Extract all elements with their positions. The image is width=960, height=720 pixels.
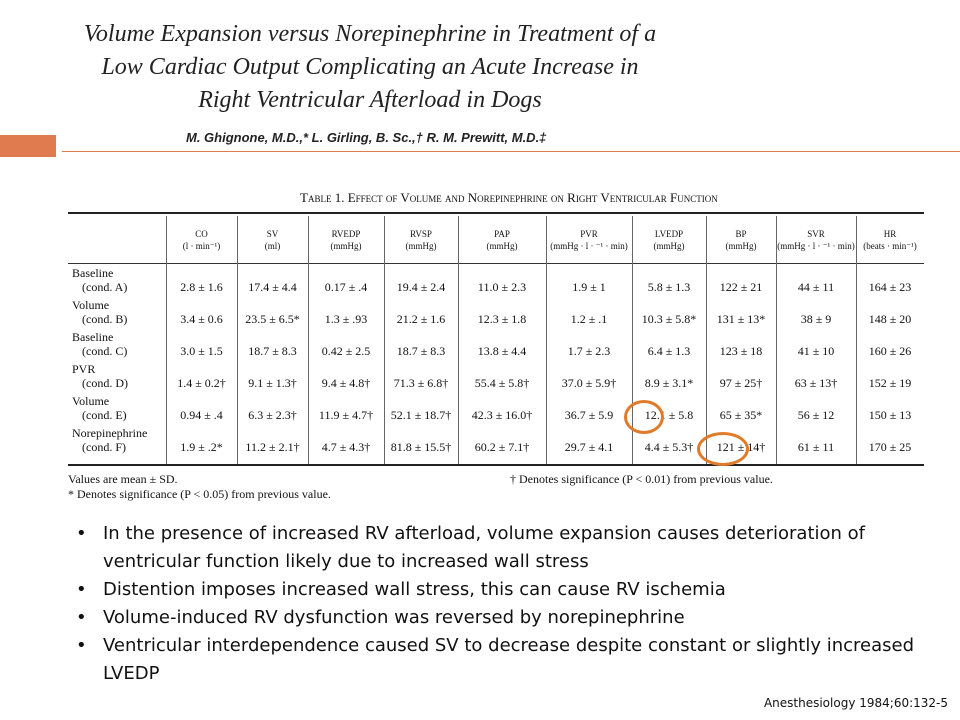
table-cell: 41 ± 10 <box>797 344 835 358</box>
column-header-name: RVSP <box>410 229 432 239</box>
row-label: Norepinephrine <box>72 426 148 440</box>
table-cell: 10.3 ± 5.8* <box>641 312 697 326</box>
table-rule-bottom <box>68 464 924 466</box>
table-cell: 11.0 ± 2.3 <box>477 280 527 294</box>
table-column-divider <box>308 216 309 464</box>
table-cell: 122 ± 21 <box>719 280 763 294</box>
table-cell: 37.0 ± 5.9† <box>561 376 617 390</box>
column-header-name: RVEDP <box>331 229 361 239</box>
table-cell: 9.4 ± 4.8† <box>321 376 371 390</box>
table-cell: 164 ± 23 <box>868 280 912 294</box>
row-label: Volume <box>72 298 110 312</box>
row-label: PVR <box>72 362 96 376</box>
bullet-text: Ventricular interdependence caused SV to decrease despite constant or slightly increased LVEDP <box>103 635 915 684</box>
table-note-dagger: † Denotes significance (P < 0.01) from previous value. <box>510 472 773 486</box>
table-cell: 11.9 ± 4.7† <box>318 408 374 422</box>
table-cell: 21.2 ± 1.6 <box>396 312 446 326</box>
table-cell: 65 ± 35* <box>719 408 763 422</box>
bullet-item <box>76 520 936 576</box>
row-label: Baseline <box>72 330 114 344</box>
bullet-dot-icon: • <box>76 523 87 544</box>
table-cell: 97 ± 25† <box>719 376 763 390</box>
column-header-co <box>166 228 237 252</box>
bullet-dot-icon: • <box>76 579 87 600</box>
table-cell: 44 ± 11 <box>797 280 835 294</box>
row-label: Baseline <box>72 266 114 280</box>
table-cell: 52.1 ± 18.7† <box>390 408 452 422</box>
table-cell: 61 ± 11 <box>797 440 835 454</box>
paper-title-line-2: Low Cardiac Output Complicating an Acute Increase in <box>101 54 639 80</box>
column-header-bp <box>706 228 776 252</box>
table-cell: 60.2 ± 7.1† <box>474 440 530 454</box>
accent-line <box>62 151 960 152</box>
column-header-unit: (mmHg) <box>725 241 757 251</box>
table-column-divider <box>856 216 857 464</box>
bullet-text: In the presence of increased RV afterload, volume expansion causes deterioration of ventricular function likely due to increased wall stress <box>103 523 866 572</box>
table-cell: 23.5 ± 6.5* <box>245 312 300 326</box>
column-header-rvsp <box>384 228 458 252</box>
column-header-unit: (mmHg) <box>653 241 685 251</box>
table-column-divider <box>776 216 777 464</box>
table-column-divider <box>384 216 385 464</box>
bullet-text: Distention imposes increased wall stress, this can cause RV ischemia <box>103 579 726 600</box>
column-header-name: PAP <box>494 229 510 239</box>
column-header-sv <box>237 228 308 252</box>
table-note-star: * Denotes significance (P < 0.05) from previous value. <box>68 487 331 501</box>
citation: Anesthesiology 1984;60:132-5 <box>763 696 948 710</box>
table-cell: 9.1 ± 1.3† <box>248 376 297 390</box>
column-header-unit: (mmHg · l · ⁻¹ · min) <box>777 241 855 251</box>
table-cell: 38 ± 9 <box>800 312 832 326</box>
highlight-circle-bp <box>697 432 749 466</box>
table-cell: 55.4 ± 5.8† <box>474 376 530 390</box>
table-cell: 8.9 ± 3.1* <box>644 376 694 390</box>
column-header-hr <box>856 228 924 252</box>
row-condition: (cond. A) <box>82 280 128 294</box>
paper-title-line-3: Right Ventricular Afterload in Dogs <box>198 87 542 113</box>
table-cell: 150 ± 13 <box>868 408 912 422</box>
table-cell: 63 ± 13† <box>794 376 838 390</box>
bullet-list <box>76 520 936 688</box>
table-column-divider <box>237 216 238 464</box>
column-header-pap <box>458 228 546 252</box>
table-cell: 1.3 ± .93 <box>324 312 368 326</box>
paper-title-line-1: Volume Expansion versus Norepinephrine in Treatment of a <box>83 21 657 47</box>
bullet-item <box>76 632 936 688</box>
table-cell: 4.7 ± 4.3† <box>321 440 371 454</box>
column-header-unit: (mmHg) <box>405 241 437 251</box>
table-cell: 42.3 ± 16.0† <box>471 408 533 422</box>
column-header-rvedp <box>308 228 384 252</box>
table-cell: 1.4 ± 0.2† <box>177 376 226 390</box>
table-cell: 18.7 ± 8.3 <box>248 344 297 358</box>
table-cell: 4.4 ± 5.3† <box>644 440 694 454</box>
table-cell: 121 ± 14† <box>716 440 766 454</box>
table-cell: 3.4 ± 0.6 <box>180 312 223 326</box>
column-header-name: CO <box>195 229 208 239</box>
table-column-divider <box>546 216 547 464</box>
column-header-unit: (ml) <box>264 241 281 251</box>
highlight-circle-lvedp <box>624 400 664 434</box>
column-header-name: BP <box>735 229 747 239</box>
column-header-name: LVEDP <box>654 229 684 239</box>
column-header-unit: (mmHg) <box>486 241 518 251</box>
table-cell: 1.2 ± .1 <box>570 312 608 326</box>
table-note-mean: Values are mean ± SD. <box>68 472 178 486</box>
table-cell: 56 ± 12 <box>797 408 835 422</box>
table-cell: 29.7 ± 4.1 <box>564 440 614 454</box>
table-cell: 5.8 ± 1.3 <box>647 280 691 294</box>
column-header-name: HR <box>883 229 897 239</box>
table-cell: 160 ± 26 <box>868 344 912 358</box>
table-cell: 131 ± 13* <box>716 312 766 326</box>
column-header-name: SV <box>266 229 279 239</box>
table-rule-header <box>68 263 924 264</box>
column-header-unit: (mmHg · l · ⁻¹ · min) <box>550 241 628 251</box>
table-cell: 1.9 ± .2* <box>180 440 223 454</box>
row-label: Volume <box>72 394 110 408</box>
table-cell: 1.7 ± 2.3 <box>567 344 611 358</box>
column-header-svr <box>776 228 856 252</box>
table-cell: 2.8 ± 1.6 <box>180 280 223 294</box>
table-column-divider <box>706 216 707 464</box>
row-condition: (cond. B) <box>82 312 128 326</box>
table-cell: 0.42 ± 2.5 <box>321 344 371 358</box>
table-cell: 19.4 ± 2.4 <box>396 280 446 294</box>
table-cell: 152 ± 19 <box>868 376 912 390</box>
table-cell: 6.4 ± 1.3 <box>647 344 691 358</box>
table-cell: 148 ± 20 <box>868 312 912 326</box>
table-cell: 123 ± 18 <box>719 344 763 358</box>
table-cell: 11.2 ± 2.1† <box>245 440 300 454</box>
table-cell: 170 ± 25 <box>868 440 912 454</box>
table-caption: Table 1. Effect of Volume and Norepinephrine on Right Ventricular Function <box>300 190 718 205</box>
bullet-text: Volume-induced RV dysfunction was reversed by norepinephrine <box>103 607 685 628</box>
bullet-dot-icon: • <box>76 635 87 656</box>
table-cell: 1.9 ± 1 <box>572 280 606 294</box>
table-cell: 6.3 ± 2.3† <box>248 408 297 422</box>
table-cell: 17.4 ± 4.4 <box>248 280 297 294</box>
table-rule-top <box>68 212 924 214</box>
accent-block <box>0 135 56 157</box>
column-header-lvedp <box>632 228 706 252</box>
row-condition: (cond. E) <box>82 408 127 422</box>
table-cell: 36.7 ± 5.9 <box>564 408 614 422</box>
row-condition: (cond. F) <box>82 440 126 454</box>
table-cell: 3.0 ± 1.5 <box>180 344 223 358</box>
table-column-divider <box>166 216 167 464</box>
column-header-unit: (mmHg) <box>330 241 362 251</box>
table-cell: 81.8 ± 15.5† <box>390 440 452 454</box>
bullet-item <box>76 576 936 604</box>
table-cell: 0.94 ± .4 <box>180 408 223 422</box>
column-header-unit: (beats · min⁻¹) <box>863 241 917 251</box>
paper-authors: M. Ghignone, M.D.,* L. Girling, B. Sc.,† R. M. Prewitt, M.D.‡ <box>186 130 547 145</box>
column-header-pvr <box>546 228 632 252</box>
table-cell: 0.17 ± .4 <box>324 280 368 294</box>
row-condition: (cond. D) <box>82 376 128 390</box>
bullet-dot-icon: • <box>76 607 87 628</box>
column-header-name: SVR <box>807 229 825 239</box>
column-header-name: PVR <box>580 229 598 239</box>
table-cell: 71.3 ± 6.8† <box>393 376 449 390</box>
column-header-unit: (l · min⁻¹) <box>182 241 221 251</box>
table-column-divider <box>458 216 459 464</box>
table-cell: 12.1 ± 5.8 <box>644 408 694 422</box>
bullet-item <box>76 604 936 632</box>
paper-title <box>60 18 680 117</box>
table-cell: 12.3 ± 1.8 <box>477 312 527 326</box>
row-condition: (cond. C) <box>82 344 128 358</box>
table-cell: 18.7 ± 8.3 <box>396 344 446 358</box>
table-cell: 13.8 ± 4.4 <box>477 344 527 358</box>
